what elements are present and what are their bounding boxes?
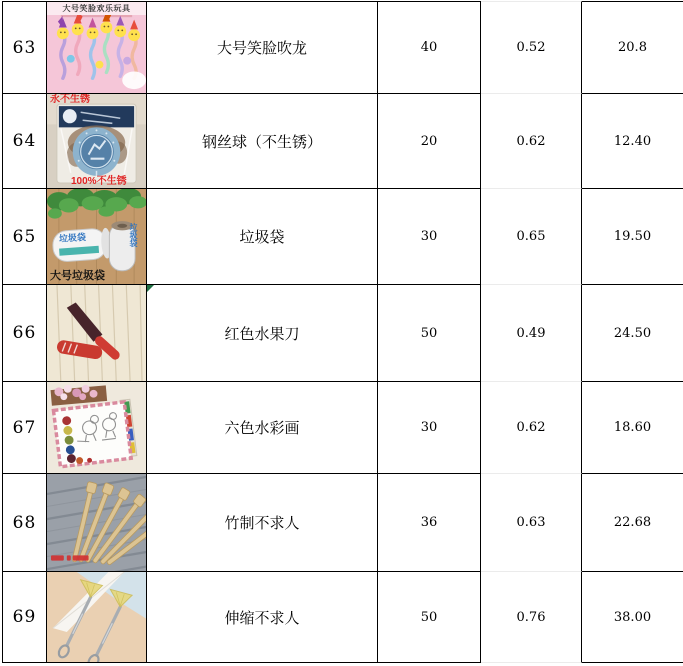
unit-price-cell[interactable]: 0.52	[481, 1, 582, 94]
product-name-cell[interactable]: 钢丝球（不生锈）	[147, 94, 378, 189]
quantity-cell[interactable]: 36	[378, 474, 481, 572]
watercolor-set-illustration	[47, 382, 146, 473]
photo-rust-free-bottom-text: 100%不生锈	[71, 176, 127, 187]
product-image-cell[interactable]	[47, 474, 147, 572]
bamboo-backscratchers-illustration	[47, 474, 146, 571]
telescopic-backscratchers-illustration	[47, 572, 146, 662]
quantity-cell[interactable]: 50	[378, 572, 481, 663]
row-number-cell[interactable]: 65	[3, 189, 47, 285]
quantity-cell[interactable]: 30	[378, 382, 481, 474]
product-name-cell[interactable]: 竹制不求人	[147, 474, 378, 572]
quantity-cell[interactable]: 40	[378, 1, 481, 94]
product-image-cell[interactable]	[47, 572, 147, 663]
photo-caption-text: 大号垃圾袋	[50, 270, 105, 282]
photo-rust-free-top-text: 永不生锈	[50, 94, 90, 105]
unit-price-cell[interactable]: 0.62	[481, 382, 582, 474]
unit-price-cell[interactable]: 0.49	[481, 285, 582, 382]
amount-cell[interactable]: 20.8	[582, 1, 683, 94]
row-number-cell[interactable]: 66	[3, 285, 47, 382]
product-image-cell[interactable]	[47, 285, 147, 382]
product-name-text: 红色水果刀	[224, 324, 300, 343]
row-number-cell[interactable]: 69	[3, 572, 47, 663]
product-name-cell[interactable]: 六色水彩画	[147, 382, 378, 474]
product-name-cell[interactable]	[147, 285, 378, 382]
cell-error-indicator	[147, 285, 154, 292]
product-image-cell[interactable]	[47, 1, 147, 94]
product-photo-bamboo-backscratchers[interactable]	[47, 474, 146, 571]
amount-cell[interactable]: 38.00	[582, 572, 683, 663]
product-name-cell[interactable]: 垃圾袋	[147, 189, 378, 285]
product-photo-steel-wire-ball[interactable]	[47, 94, 146, 188]
product-name-cell[interactable]: 大号笑脸吹龙	[147, 1, 378, 94]
unit-price-cell[interactable]: 0.65	[481, 189, 582, 285]
product-photo-smiley-blow-dragons[interactable]	[47, 2, 146, 93]
photo-roll-label-vertical-text: 垃圾袋	[129, 223, 138, 247]
photo-header-text: 大号笑脸欢乐玩具	[47, 2, 146, 15]
row-number-cell[interactable]: 63	[3, 1, 47, 94]
steel-wire-ball-illustration	[47, 94, 146, 188]
unit-price-cell[interactable]: 0.63	[481, 474, 582, 572]
product-table	[2, 1, 683, 663]
quantity-cell[interactable]: 30	[378, 189, 481, 285]
product-photo-red-fruit-knife[interactable]	[47, 285, 146, 381]
product-photo-garbage-bags[interactable]	[47, 189, 146, 284]
unit-price-cell[interactable]: 0.76	[481, 572, 582, 663]
quantity-cell[interactable]: 20	[378, 94, 481, 189]
red-fruit-knife-illustration	[47, 285, 146, 381]
amount-cell[interactable]: 19.50	[582, 189, 683, 285]
smiley-blow-dragons-illustration	[47, 2, 146, 93]
product-name-cell[interactable]: 伸缩不求人	[147, 572, 378, 663]
row-number-cell[interactable]: 67	[3, 382, 47, 474]
amount-cell[interactable]: 22.68	[582, 474, 683, 572]
amount-cell[interactable]: 24.50	[582, 285, 683, 382]
product-photo-watercolor-set[interactable]	[47, 382, 146, 473]
quantity-cell[interactable]: 50	[378, 285, 481, 382]
unit-price-cell[interactable]: 0.62	[481, 94, 582, 189]
product-image-cell[interactable]	[47, 94, 147, 189]
amount-cell[interactable]: 12.40	[582, 94, 683, 189]
row-number-cell[interactable]: 64	[3, 94, 47, 189]
product-image-cell[interactable]	[47, 382, 147, 474]
product-image-cell[interactable]	[47, 189, 147, 285]
row-number-cell[interactable]: 68	[3, 474, 47, 572]
product-photo-telescopic-backscratchers[interactable]	[47, 572, 146, 662]
photo-roll-label-text: 垃圾袋	[58, 232, 87, 244]
amount-cell[interactable]: 18.60	[582, 382, 683, 474]
